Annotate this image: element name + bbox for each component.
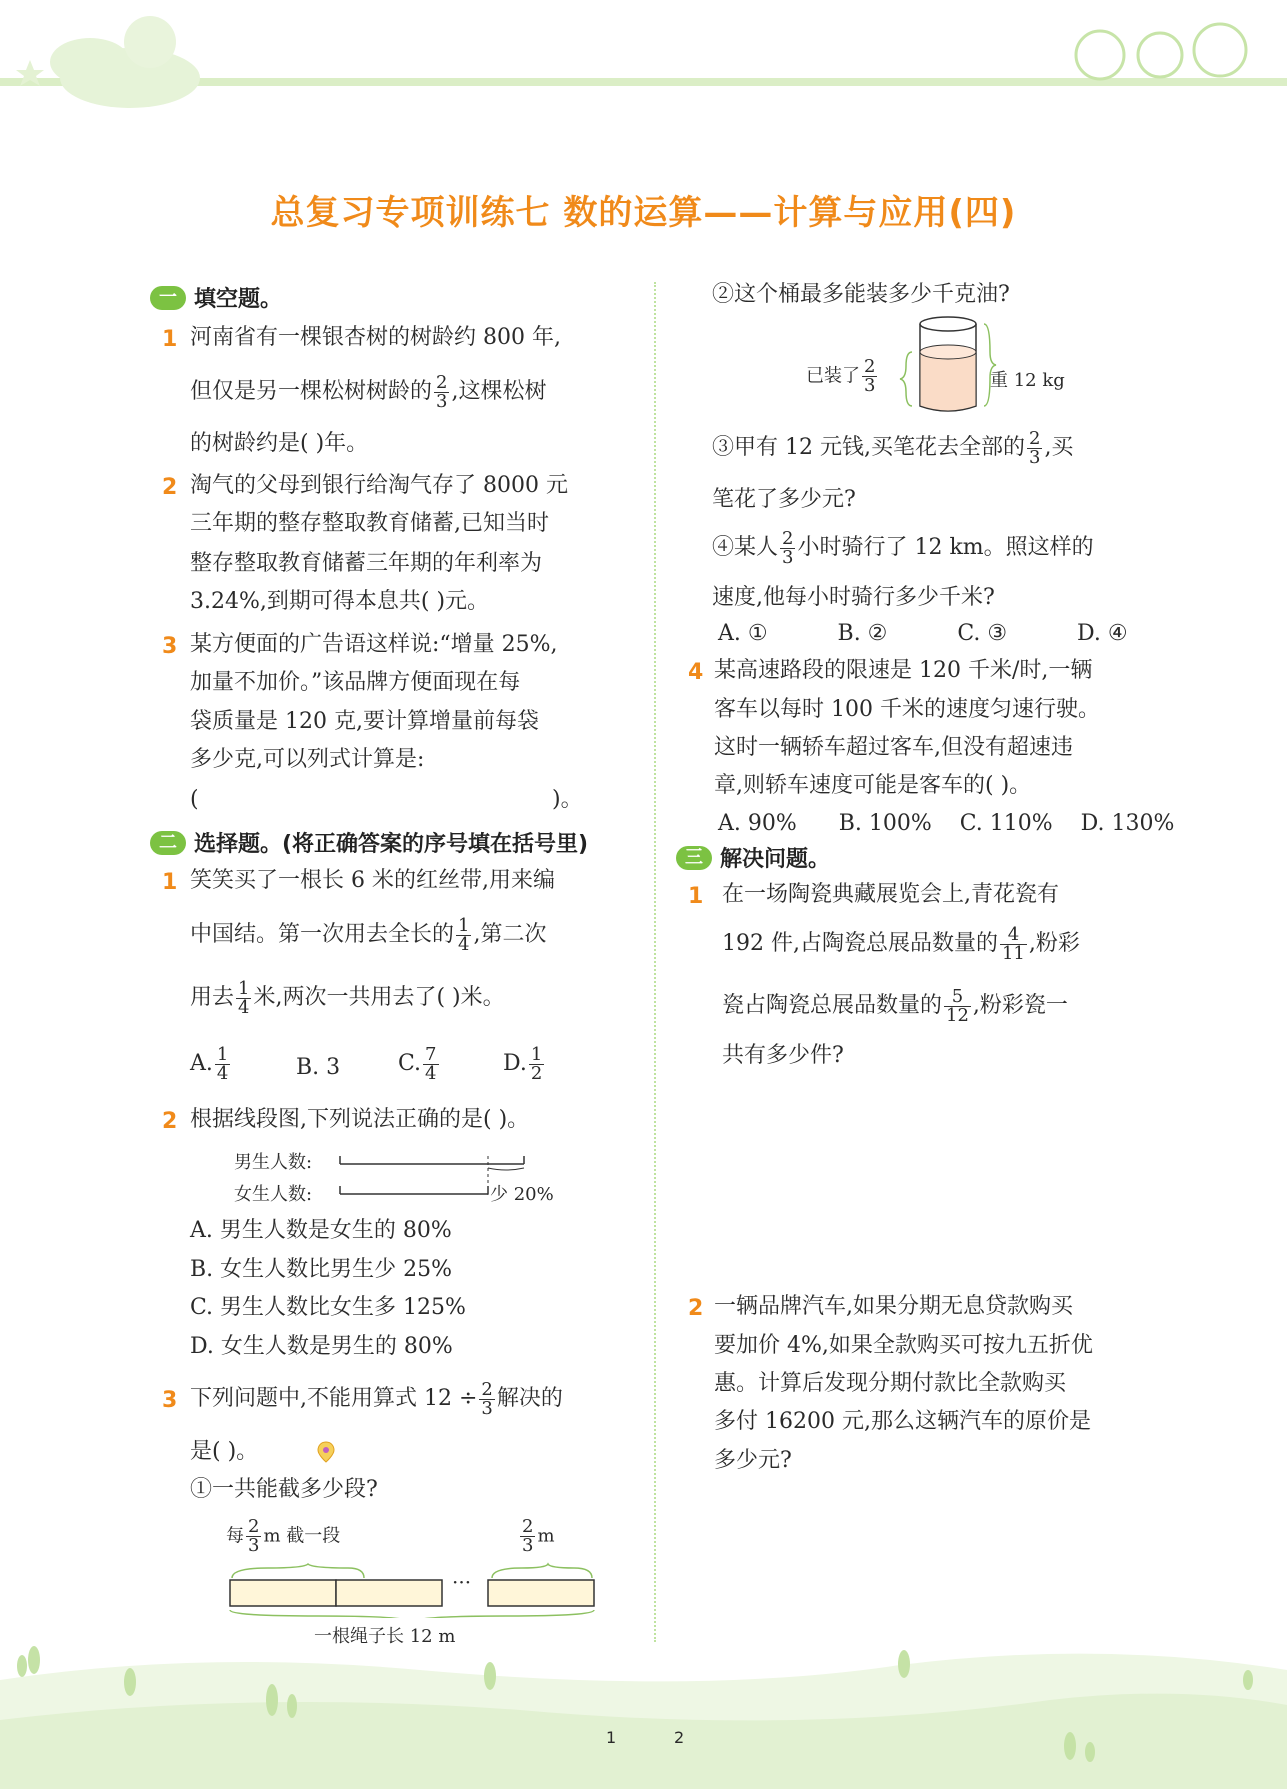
- question-text: 是( )。: [190, 1439, 259, 1464]
- page-number-right: 2: [674, 1728, 685, 1747]
- bucket-icon: [892, 312, 1002, 416]
- question-text: [190, 978, 505, 1018]
- question-text: 整存整取教育储蓄三年期的年利率为: [190, 551, 543, 576]
- question-text: 3.24%,到期可得本息共( )元。: [190, 589, 490, 614]
- question-text: 共有多少件?: [722, 1043, 844, 1068]
- weight-label: 重 12 kg: [990, 370, 1065, 391]
- question-text: 瓷占陶瓷总展品数量的 $\frac{5}{12}$ ,粉彩瓷一: [722, 985, 1068, 1026]
- option-d: D. 女生人数是男生的 80%: [190, 1334, 453, 1359]
- less-label: 少 20%: [490, 1184, 554, 1205]
- question-text: 袋质量是 120 克,要计算增量前每袋: [190, 709, 539, 734]
- text-part: 但仅是另一棵松树树龄的: [190, 379, 433, 404]
- options: A. 90% B. 100% C. 110% D. 130%: [718, 811, 1175, 836]
- question-text: 三年期的整存整取教育储蓄,已知当时: [190, 511, 549, 536]
- option-a: A. 男生人数是女生的 80%: [190, 1218, 452, 1243]
- section-title: 解决问题。: [720, 847, 831, 872]
- question-text: 一辆品牌汽车,如果分期无息贷款购买: [714, 1294, 1073, 1319]
- header-decoration: [0, 0, 1287, 130]
- question-text: 192 件,占陶瓷总展品数量的 $\frac{4}{11}$ ,粉彩: [722, 923, 1080, 964]
- question-number: 2: [162, 475, 178, 500]
- question-text: 加量不加价。”该品牌方便面现在每: [190, 670, 521, 695]
- question-text: 要加价 4%,如果全款购买可按九五折优: [714, 1333, 1093, 1358]
- option-c: C. $\frac{7}{4}$: [398, 1043, 437, 1084]
- section-title: 填空题。: [194, 287, 283, 312]
- option-b: B. 3: [296, 1055, 341, 1080]
- rope-length-label: 一根绳子长 12 m: [314, 1626, 456, 1647]
- sub-question: ④某人 $\frac{2}{3}$ 小时骑行了 12 km。照这样的: [712, 527, 1094, 568]
- section-heading-solve: [676, 842, 830, 873]
- sub-question: 笔花了多少元?: [712, 487, 856, 512]
- text-part: 解决的: [496, 1386, 563, 1411]
- question-text: 笑笑买了一根长 6 米的红丝带,用来编: [190, 868, 555, 893]
- question-text: 客车以每时 100 千米的速度匀速行驶。: [714, 697, 1100, 722]
- question-text: 在一场陶瓷典藏展览会上,青花瓷有: [722, 882, 1059, 907]
- question-text: 多少克,可以列式计算是:: [190, 747, 425, 772]
- question-text: 淘气的父母到银行给淘气存了 8000 元: [190, 473, 568, 498]
- text-part: 中国结。第一次用去全长的: [190, 922, 455, 947]
- question-number: 4: [688, 660, 704, 685]
- text-part: ,第二次: [473, 922, 547, 947]
- option-c: C. 男生人数比女生多 125%: [190, 1295, 466, 1320]
- section-badge: 一: [150, 286, 186, 310]
- segment-length-label: $\frac{2}{3}$ m: [522, 1516, 555, 1556]
- sub-question: ①一共能截多少段?: [190, 1477, 378, 1502]
- question-number: 3: [162, 1388, 178, 1413]
- fraction: $\frac{2}{3}$: [481, 1378, 493, 1419]
- answer-bracket-close: )。: [552, 787, 583, 812]
- fraction: $\frac{1}{4}$: [238, 977, 250, 1018]
- page-number-left: 1: [606, 1728, 617, 1747]
- boys-label: 男生人数:: [234, 1152, 313, 1173]
- cartoon-animals-icon: [1076, 24, 1246, 79]
- location-pin-icon: [316, 1440, 336, 1464]
- section-title: 选择题。(将正确答案的序号填在括号里): [194, 832, 589, 857]
- question-text: [190, 1379, 563, 1419]
- option-a: A. $\frac{1}{4}$: [190, 1043, 229, 1084]
- question-number: 1: [162, 327, 178, 352]
- question-text: [190, 915, 546, 955]
- question-text: 某高速路段的限速是 120 千米/时,一辆: [714, 658, 1093, 683]
- question-number: 2: [162, 1109, 178, 1134]
- section-badge: 二: [150, 831, 186, 855]
- ellipsis: ···: [452, 1570, 472, 1594]
- question-number: 1: [688, 884, 704, 909]
- rope-diagram: [228, 1558, 600, 1618]
- fraction: $\frac{1}{4}$: [458, 914, 470, 955]
- sub-question: ②这个桶最多能装多少千克油?: [712, 282, 1010, 307]
- question-text: 章,则轿车速度可能是客车的( )。: [714, 773, 1032, 798]
- fraction: $\frac{2}{3}$: [436, 371, 448, 412]
- question-text: 多付 16200 元,那么这辆汽车的原价是: [714, 1409, 1091, 1434]
- page-title: 总复习专项训练七 数的运算——计算与应用(四): [270, 193, 1017, 233]
- question-text: [190, 372, 546, 412]
- column-divider: [654, 282, 656, 1642]
- question-number: 1: [162, 870, 178, 895]
- text-part: 米,两次一共用去了( )米。: [253, 985, 505, 1010]
- text-part: 下列问题中,不能用算式 12 ÷: [190, 1386, 478, 1411]
- question-text: 某方便面的广告语这样说:“增量 25%,: [190, 632, 558, 657]
- question-text: 多少元?: [714, 1448, 792, 1473]
- section-badge: 三: [676, 846, 712, 870]
- every-label: 每 $\frac{2}{3}$ m 截一段: [226, 1516, 341, 1556]
- question-text: 根据线段图,下列说法正确的是( )。: [190, 1107, 530, 1132]
- question-text: 这时一辆轿车超过客车,但没有超速违: [714, 735, 1073, 760]
- answer-bracket-open: (: [190, 787, 199, 812]
- option-d: D. $\frac{1}{2}$: [503, 1043, 543, 1084]
- question-text: 惠。计算后发现分期付款比全款购买: [714, 1371, 1067, 1396]
- section-heading-fill: [150, 282, 282, 313]
- footer-landscape: [0, 1640, 1287, 1789]
- section-heading-choice: [150, 827, 588, 858]
- question-number: 2: [688, 1296, 704, 1321]
- option-b: B. 女生人数比男生少 25%: [190, 1257, 453, 1282]
- girls-label: 女生人数:: [234, 1184, 313, 1205]
- question-text: 的树龄约是( )年。: [190, 431, 369, 456]
- question-number: 3: [162, 634, 178, 659]
- question-text: 河南省有一棵银杏树的树龄约 800 年,: [190, 325, 561, 350]
- text-part: ,这棵松树: [451, 379, 547, 404]
- text-part: 用去: [190, 985, 235, 1010]
- options: A. ① B. ② C. ③ D. ④: [718, 621, 1128, 646]
- sub-question: 速度,他每小时骑行多少千米?: [712, 585, 995, 610]
- filled-label: 已装了 $\frac{2}{3}$: [806, 356, 876, 396]
- sub-question: ③甲有 12 元钱,买笔花去全部的 $\frac{2}{3}$ ,买: [712, 427, 1074, 468]
